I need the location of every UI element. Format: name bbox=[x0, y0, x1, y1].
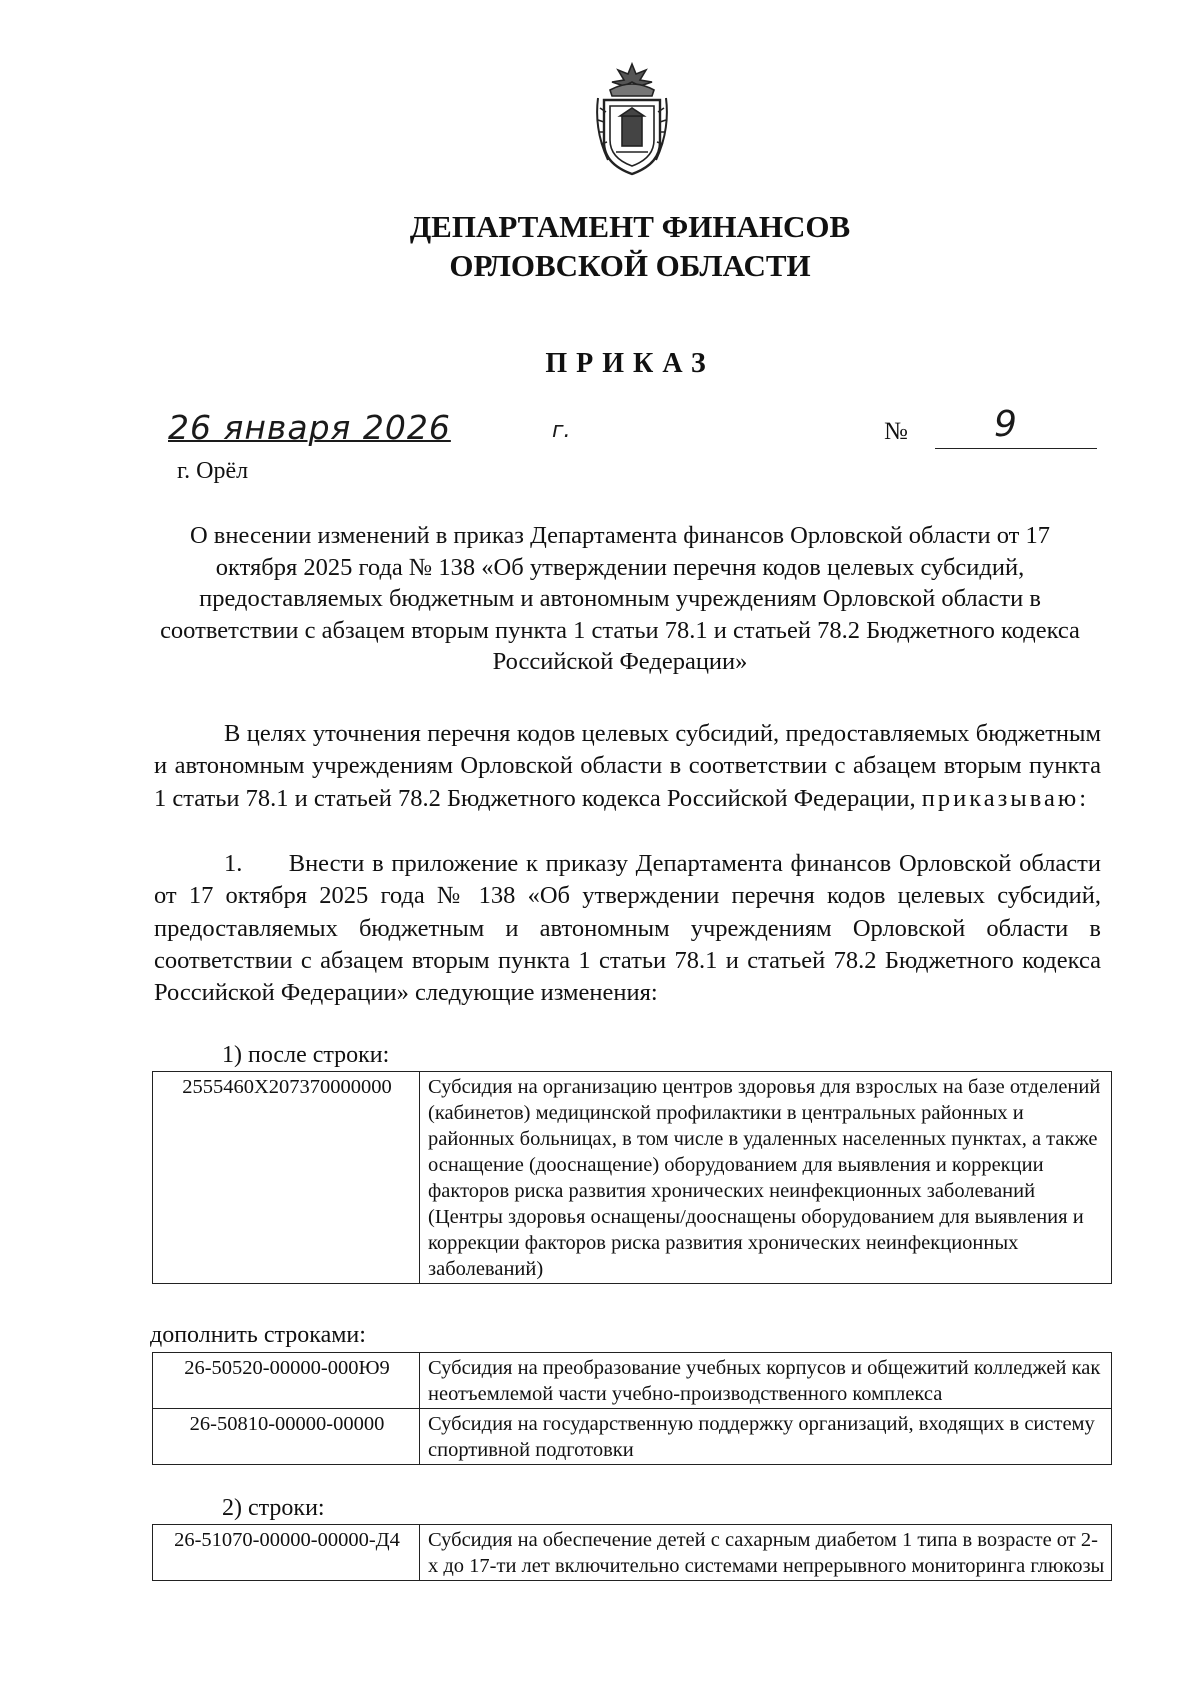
number-underline bbox=[935, 448, 1097, 449]
subsidy-code: 26-50520-00000-000Ю9 bbox=[153, 1353, 420, 1409]
order-title: ПРИКАЗ bbox=[545, 348, 715, 379]
added-rows-table bbox=[152, 1352, 1112, 1465]
orel-oblast-coat-of-arms-icon bbox=[590, 60, 674, 178]
preamble-text: В целях уточнения перечня кодов целевых субсидий, предоставляемых бюджетным и автономным учреждениям Орловской области в соответствии с абзацем вторым пункта 1 статьи 78.1 и статьей 78.2 Бюджетного кодекса Российской Федерации, bbox=[154, 720, 1101, 812]
subsidy-code: 26-51070-00000-00000-Д4 bbox=[153, 1525, 420, 1581]
date-suffix: г. bbox=[552, 418, 571, 443]
subsidy-code: 26-50810-00000-00000 bbox=[153, 1409, 420, 1465]
subsidy-description: Субсидия на обеспечение детей с сахарным диабетом 1 типа в возрасте от 2-х до 17-ти лет включительно системами непрерывного мониторинга глюкозы bbox=[420, 1525, 1112, 1581]
department-title-line2: ОРЛОВСКОЙ ОБЛАСТИ bbox=[449, 248, 811, 283]
subsidy-description: Субсидия на организацию центров здоровья для взрослых на базе отделений (кабинетов) медицинской профилактики в центральных районных и районных больницах, в том числе в удаленных населенных пунктах, а также оснащение (дооснащение) оборудованием для выявления и коррекции факторов риска развития хронических неинфекционных заболеваний (Центры здоровья оснащены/дооснащены оборудованием для выявления и коррекции факторов риска развития хронических неинфекционных заболеваний) bbox=[420, 1072, 1112, 1284]
department-title-line1: ДЕПАРТАМЕНТ ФИНАНСОВ bbox=[409, 209, 851, 244]
number-sign: № bbox=[884, 418, 908, 445]
table-row bbox=[153, 1072, 1112, 1284]
after-row-table bbox=[152, 1071, 1112, 1284]
handwritten-date: 26 января 2026 bbox=[168, 408, 451, 447]
after-row-label: 1) после строки: bbox=[222, 1042, 390, 1068]
item1-paragraph bbox=[154, 848, 1101, 1009]
subsidy-description: Субсидия на государственную поддержку организаций, входящих в систему спортивной подготовки bbox=[420, 1409, 1112, 1465]
subsidy-description: Субсидия на преобразование учебных корпусов и общежитий колледжей как неотъемлемой части учебно-производственного комплекса bbox=[420, 1353, 1112, 1409]
city-label: г. Орёл bbox=[177, 458, 249, 484]
subsidy-code: 2555460X207370000000 bbox=[153, 1072, 420, 1284]
item1-text: Внести в приложение к приказу Департамента финансов Орловской области от 17 октября 2025 года № 138 «Об утверждении перечня кодов целевых субсидий, предоставляемых бюджетным и автономным учреждениям Орловской области в соответствии с абзацем вторым пункта 1 статьи 78.1 и статьей 78.2 Бюджетного кодекса Российской Федерации» следующие изменения: bbox=[154, 850, 1101, 1007]
table-row bbox=[153, 1409, 1112, 1465]
preamble-paragraph bbox=[154, 718, 1101, 815]
department-title bbox=[200, 207, 1060, 285]
table-row bbox=[153, 1353, 1112, 1409]
handwritten-order-number: 9 bbox=[994, 404, 1017, 445]
item1-number: 1. bbox=[224, 850, 243, 877]
rows-label: 2) строки: bbox=[222, 1495, 325, 1521]
table-row bbox=[153, 1525, 1112, 1581]
order-subject: О внесении изменений в приказ Департамента финансов Орловской области от 17 октября 2025 года № 138 «Об утверждении перечня кодов целевых субсидий, предоставляемых бюджетным и автономным учреждениям Орловской области в соответствии с абзацем вторым пункта 1 статьи 78.1 и статьей 78.2 Бюджетного кодекса Российской Федерации» bbox=[160, 522, 1080, 675]
add-rows-label: дополнить строками: bbox=[150, 1322, 366, 1348]
rows-table bbox=[152, 1524, 1112, 1581]
order-word: приказываю: bbox=[921, 784, 1089, 812]
